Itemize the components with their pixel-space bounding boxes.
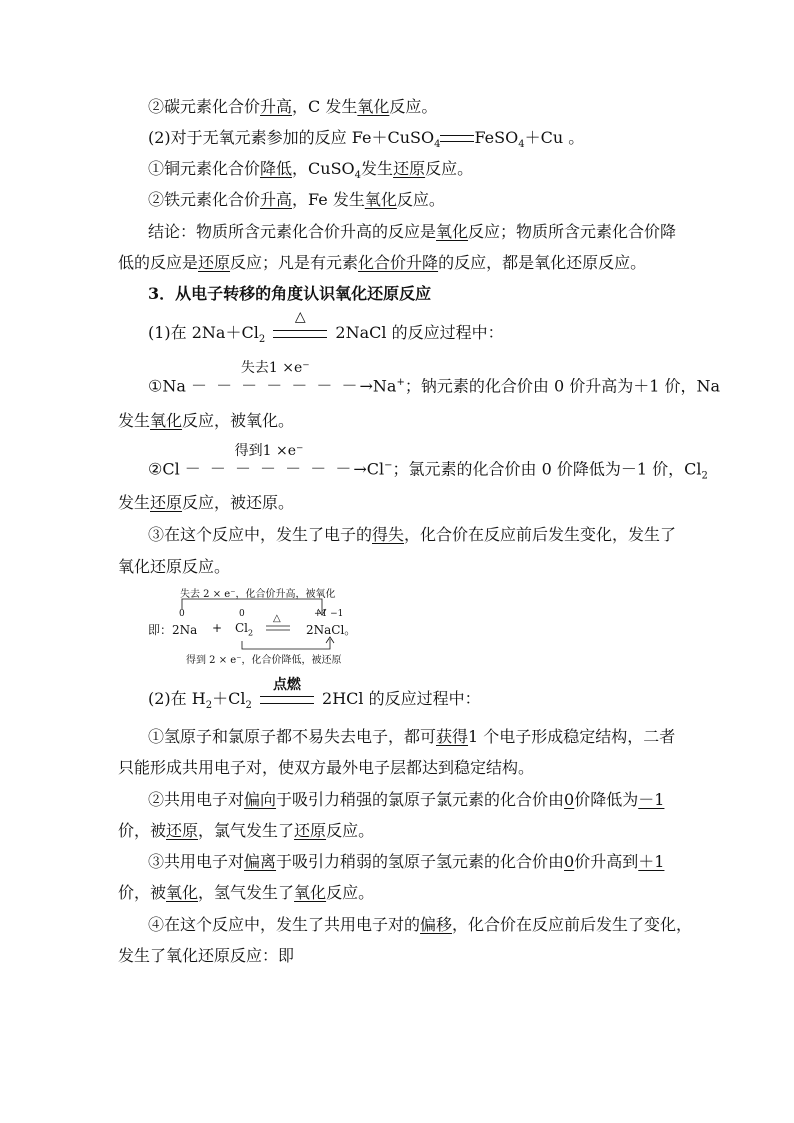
line-text: ②铁元素化合价 — [148, 190, 261, 209]
heat-symbol: △ — [294, 309, 306, 325]
underlined-answer: 氧化 — [166, 883, 199, 902]
subscript: 2 — [248, 628, 254, 638]
line-text: 价升高到 — [574, 852, 639, 871]
line-text: ②Cl — [148, 459, 180, 479]
text-line-21 — [118, 882, 678, 904]
heat-symbol: △ — [273, 613, 281, 624]
text-line-10 — [118, 410, 678, 432]
text-line-22 — [148, 914, 708, 936]
cl-symbol: Cl — [235, 621, 249, 635]
oxidation-state: 0 — [179, 609, 185, 619]
subscript: 2 — [258, 334, 266, 346]
underlined-answer: 化合价升降 — [358, 253, 439, 272]
line-text: ，CuSO — [292, 159, 355, 178]
line-text: ；钠元素的化合价由 0 价升高为＋1 价，Na — [404, 376, 721, 396]
underlined-answer: 0 — [564, 852, 575, 871]
reactant-sodium: 即：2Na — [148, 623, 198, 637]
equals-sign — [273, 330, 327, 338]
oxidation-state: +1 −1 — [314, 609, 344, 619]
line-text: ，Fe 发生 — [292, 190, 365, 209]
underlined-answer: 氧化 — [294, 883, 327, 902]
line-text: 价降低为 — [574, 790, 639, 809]
line-text: 发生 — [118, 411, 151, 430]
line-text: 价，被 — [118, 821, 167, 840]
arrow-label: 得到1 ×e⁻ — [234, 443, 304, 460]
electron-transfer-diagram — [150, 585, 380, 667]
oxidation-state: 0 — [239, 609, 245, 619]
underlined-answer: 升高 — [260, 190, 293, 209]
subscript: 2 — [205, 700, 213, 712]
line-text: ，氯气发生了 — [198, 821, 295, 840]
underlined-answer: 得失 — [372, 525, 405, 544]
heading-text: 3．从电子转移的角度认识氧化还原反应 — [148, 284, 432, 303]
dashed-line: － － － － － － － — [190, 376, 360, 396]
line-text: ，化合价在反应前后发生了变化， — [452, 915, 693, 934]
text-line-15 — [148, 677, 708, 717]
ignition-label: 点燃 — [272, 677, 301, 693]
line-text: 2NaCl 的反应过程中： — [335, 323, 504, 342]
underlined-answer: 氧化 — [364, 190, 397, 209]
underlined-answer: 偏移 — [420, 915, 453, 934]
electron-transfer-arrow — [190, 360, 360, 397]
subscript: 4 — [434, 139, 441, 151]
text-line-9 — [148, 360, 721, 397]
product-nacl: 2NaCl。 — [306, 623, 357, 637]
text-line-1 — [148, 96, 708, 118]
line-text: ③在这个反应中，发生了电子的 — [148, 525, 373, 544]
subscript: 2 — [245, 700, 252, 712]
line-text: 2HCl 的反应过程中： — [322, 689, 481, 708]
line-text: 于吸引力稍强的氯原子氯元素的化合价由 — [276, 790, 565, 809]
line-text: FeSO — [474, 128, 519, 147]
line-text: 反应，被氧化。 — [182, 411, 295, 430]
line-text: 反应。 — [425, 159, 474, 178]
electron-transfer-arrow — [184, 443, 354, 480]
plus-sign: + — [212, 621, 223, 635]
line-text: →Cl — [353, 459, 385, 479]
underlined-answer: 氧化 — [436, 222, 469, 241]
line-text: ①铜元素化合价 — [148, 159, 261, 178]
line-text: ＋Cl — [212, 689, 246, 708]
line-text: 低的反应是 — [118, 253, 199, 272]
line-text: ，C 发生 — [292, 97, 358, 116]
underlined-answer: 还原 — [294, 821, 327, 840]
line-text: →Na — [359, 376, 397, 396]
underlined-answer: 获得 — [436, 727, 469, 746]
underlined-answer: 偏离 — [244, 852, 277, 871]
line-text: 只能形成共用电子对，使双方最外电子层都达到稳定结构。 — [118, 758, 535, 777]
reaction-condition — [257, 677, 317, 710]
underlined-answer: 还原 — [393, 159, 426, 178]
subscript: 2 — [701, 470, 708, 482]
line-text: 1 个电子形成稳定结构，二者 — [468, 727, 676, 746]
line-text: 结论：物质所含元素化合价升高的反应是 — [148, 222, 437, 241]
superscript: + — [396, 377, 405, 388]
subscript: 4 — [518, 139, 525, 151]
underlined-answer: 偏向 — [244, 790, 277, 809]
equals-sign — [260, 696, 314, 704]
text-line-23 — [118, 945, 678, 967]
underlined-answer: 0 — [564, 790, 575, 809]
reactant-chlorine — [235, 621, 253, 637]
text-line-20 — [148, 851, 708, 873]
line-text: 价，被 — [118, 883, 167, 902]
line-text: 于吸引力稍弱的氢原子氢元素的化合价由 — [276, 852, 565, 871]
text-line-12 — [118, 492, 678, 514]
underlined-answer: 氧化 — [150, 411, 183, 430]
text-line-6 — [118, 252, 678, 274]
line-text: 反应。 — [389, 97, 438, 116]
line-text: ；氯元素的化合价由 0 价降低为－1 价，Cl — [392, 459, 702, 479]
text-line-13 — [148, 524, 708, 546]
line-text: ②碳元素化合价 — [148, 97, 261, 116]
section-heading — [148, 283, 708, 305]
line-text: 反应；凡是有元素 — [230, 253, 359, 272]
text-line-19 — [118, 820, 678, 842]
line-text: 反应。 — [326, 821, 375, 840]
line-text: ②共用电子对 — [148, 790, 245, 809]
text-line-5 — [148, 221, 708, 243]
line-text: ，氢气发生了 — [198, 883, 295, 902]
text-line-2 — [148, 127, 708, 156]
line-text: 发生 — [361, 159, 394, 178]
superscript: − — [384, 460, 393, 471]
line-text: 反应；物质所含元素化合价降 — [468, 222, 677, 241]
underlined-answer: 还原 — [166, 821, 199, 840]
line-text: (2)在 H — [148, 689, 206, 708]
underlined-answer: －1 — [638, 790, 665, 809]
reduction-label: 得到 2 × e⁻，化合价降低，被还原 — [186, 655, 342, 666]
underlined-answer: ＋1 — [638, 852, 665, 871]
line-text: 发生了氧化还原反应：即 — [118, 946, 295, 965]
line-text: 反应。 — [326, 883, 375, 902]
text-line-17 — [118, 757, 678, 779]
text-line-8 — [148, 309, 708, 351]
underlined-answer: 降低 — [260, 159, 293, 178]
arrow-label: 失去1 ×e⁻ — [240, 360, 310, 377]
dashed-line: － － － － － － － — [184, 459, 354, 479]
line-text: (2)对于无氧元素参加的反应 Fe＋CuSO — [148, 128, 435, 147]
underlined-answer: 还原 — [198, 253, 231, 272]
line-text: ，化合价在反应前后发生变化，发生了 — [404, 525, 677, 544]
underlined-answer: 氧化 — [357, 97, 390, 116]
line-text: 发生 — [118, 493, 151, 512]
text-line-16 — [148, 726, 708, 748]
line-text: 氧化还原反应。 — [118, 557, 231, 576]
equals-sign — [440, 135, 474, 142]
reaction-condition — [270, 309, 330, 344]
text-line-18 — [148, 789, 708, 811]
text-line-3 — [148, 158, 708, 187]
line-text: (1)在 2Na＋Cl — [148, 323, 259, 342]
underlined-answer: 还原 — [150, 493, 183, 512]
oxidation-label: 失去 2 × e⁻，化合价升高，被氧化 — [180, 589, 336, 600]
line-text: ③共用电子对 — [148, 852, 245, 871]
line-text: 反应，被还原。 — [182, 493, 295, 512]
line-text: ①Na — [148, 376, 186, 396]
subscript: 4 — [354, 170, 362, 182]
line-text: ①氢原子和氯原子都不易失去电子，都可 — [148, 727, 437, 746]
underlined-answer: 升高 — [260, 97, 293, 116]
text-line-4 — [148, 189, 708, 211]
text-line-14 — [118, 556, 678, 578]
line-text: 的反应，都是氧化还原反应。 — [438, 253, 647, 272]
line-text: ＋Cu 。 — [524, 128, 585, 147]
text-line-11 — [148, 443, 708, 488]
line-text: ④在这个反应中，发生了共用电子对的 — [148, 915, 421, 934]
line-text: 反应。 — [396, 190, 445, 209]
